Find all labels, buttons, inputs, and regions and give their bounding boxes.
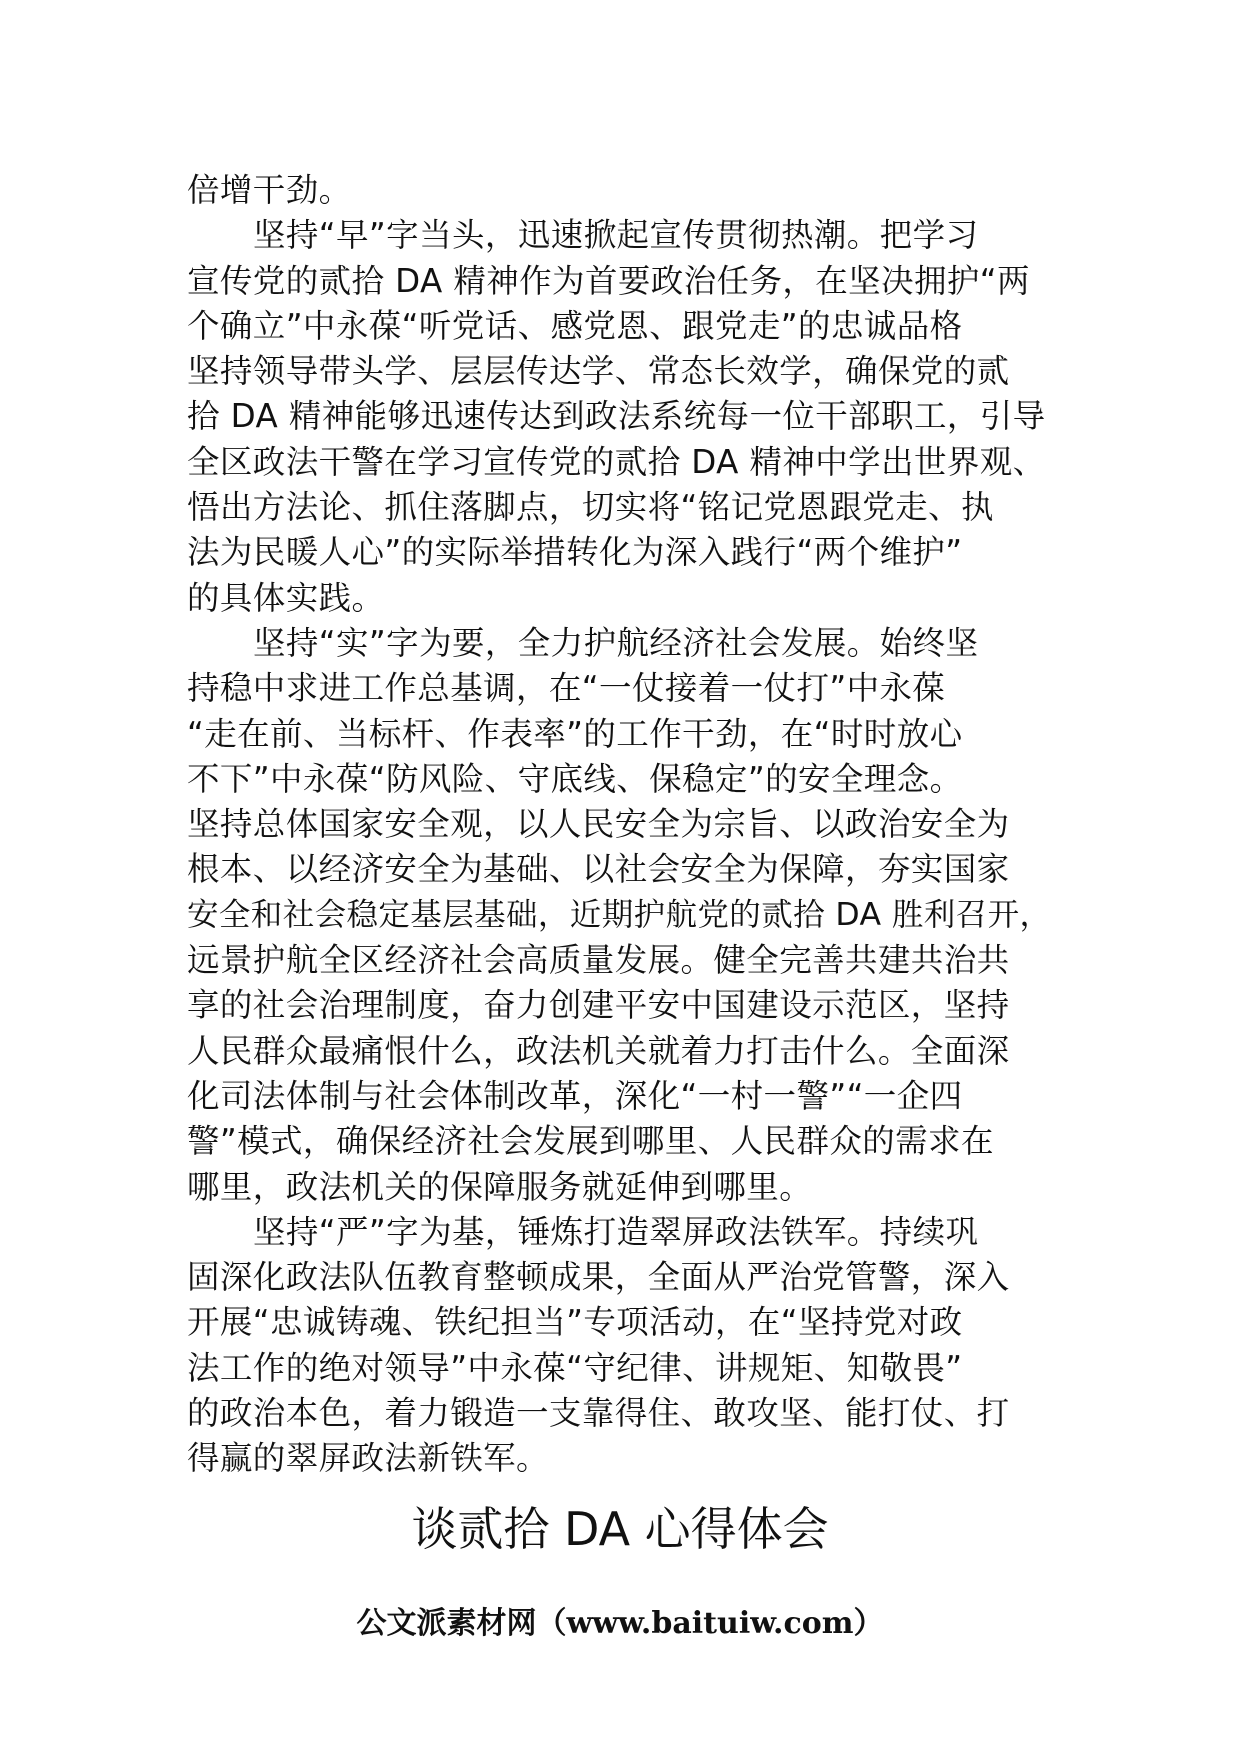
body-text-line: 法工作的绝对领导”中永葆“守纪律、讲规矩、知敬畏” [187,1348,963,1387]
body-text-line: 远景护航全区经济社会高质量发展。健全完善共建共治共 [187,941,1010,980]
body-text-line: 持稳中求进工作总基调，在“一仗接着一仗打”中永葆 [187,669,946,708]
body-text-line: 拾 DA 精神能够迅速传达到政法系统每一位干部职工，引导 [187,397,1046,436]
body-text-line: 固深化政法队伍教育整顿成果，全面从严治党管警，深入 [187,1258,1010,1297]
body-text-line: 悟出方法论、抓住落脚点，切实将“铭记党恩跟党走、执 [187,488,994,527]
body-text-line: 安全和社会稳定基层基础，近期护航党的贰拾 DA 胜利召开， [187,896,1052,933]
body-text-line: 人民群众最痛恨什么，政法机关就着力打击什么。全面深 [187,1031,1010,1070]
body-text-line: 得赢的翠屏政法新铁军。 [187,1439,549,1478]
body-text-line: 根本、以经济安全为基础、以社会安全为保障，夯实国家 [187,850,1010,889]
body-text-line: 化司法体制与社会体制改革，深化“一村一警”“一企四 [187,1076,963,1115]
body-text-line: 享的社会治理制度，奋力创建平安中国建设示范区，坚持 [187,986,1010,1025]
body-text-line: 倍增干劲。 [187,171,352,209]
body-text-line: 的具体实践。 [187,578,385,617]
body-text-line: 法为民暖人心”的实际举措转化为深入践行“两个维护” [187,533,963,572]
body-text-line: 宣传党的贰拾 DA 精神作为首要政治任务，在坚决拥护“两 [187,261,1030,300]
body-text-line: 哪里，政法机关的保障服务就延伸到哪里。 [187,1167,813,1206]
body-text-line: 坚持总体国家安全观，以人民安全为宗旨、以政治安全为 [187,805,1010,844]
body-text-line: 开展“忠诚铸魂、铁纪担当”专项活动，在“坚持党对政 [187,1303,963,1342]
body-text-line: 全区政法干警在学习宣传党的贰拾 DA 精神中学出世界观、 [187,442,1046,481]
body-text-line: 的政治本色，着力锻造一支靠得住、敢攻坚、能打仗、打 [187,1394,1010,1433]
body-text-line: 坚持“实”字为要，全力护航经济社会发展。始终坚 [253,623,979,662]
body-text-line: 坚持领导带头学、层层传达学、常态长效学，确保党的贰 [187,352,1010,391]
body-text-line: 坚持“早”字当头，迅速掀起宣传贯彻热潮。把学习 [253,216,979,255]
body-text-line: “走在前、当标杆、作表率”的工作干劲，在“时时放心 [187,714,963,753]
body-text-line: 个确立”中永葆“听党话、感党恩、跟党走”的忠诚品格 [187,306,963,345]
document-body [187,168,1058,1482]
body-text-line: 不下”中永葆“防风险、守底线、保稳定”的安全理念。 [187,759,963,798]
section-title: 谈贰拾 DA 心得体会 [411,1502,829,1556]
body-text-line: 警”模式，确保经济社会发展到哪里、人民群众的需求在 [187,1122,994,1161]
body-text-line: 坚持“严”字为基，锤炼打造翠屏政法铁军。持续巩 [253,1212,979,1251]
source-footer: 公文派素材网（www.baituiw.com） [356,1606,884,1641]
